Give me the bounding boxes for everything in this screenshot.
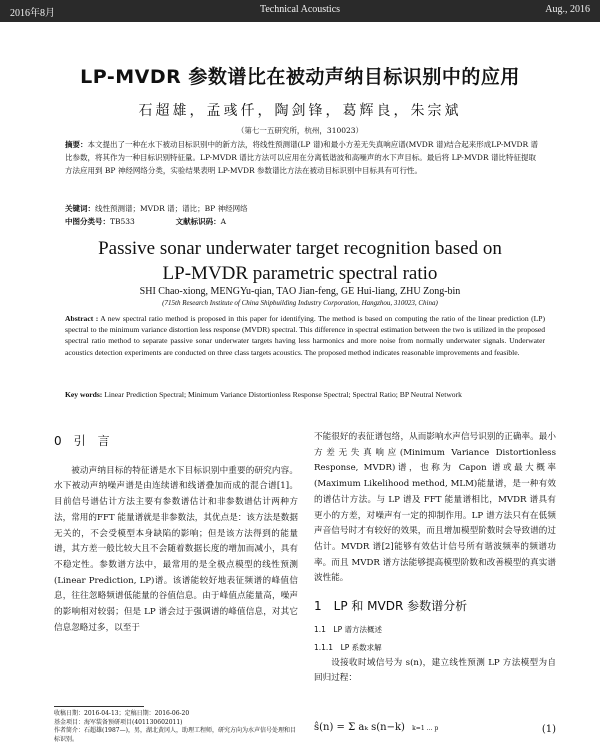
section-0-heading: 0 引 言 bbox=[54, 434, 110, 448]
authors-english: SHI Chao-xiong, MENGYu-qian, TAO Jian-feng, GE Hui-liang, ZHU Zong-bin bbox=[139, 286, 461, 297]
abstract-chinese bbox=[65, 138, 541, 177]
left-column bbox=[54, 428, 298, 636]
subsection-1-1: 1.1 LP 谱方法概述 bbox=[314, 624, 383, 634]
affiliation-chinese: （第七一五研究所，杭州，310023） bbox=[236, 126, 364, 135]
equation-number: (1) bbox=[541, 724, 556, 735]
header-date: 2016年8月 bbox=[10, 8, 55, 19]
header-journal: Technical Acoustics bbox=[259, 4, 341, 15]
title-english-line1: Passive sonar underwater target recognition based on bbox=[98, 238, 502, 259]
footnote-rule bbox=[54, 706, 144, 707]
keywords-label-cn: 关键词： bbox=[65, 204, 95, 213]
section-1-heading: 1 LP 和 MVDR 参数谱分析 bbox=[314, 599, 468, 614]
equation-1 bbox=[314, 722, 556, 733]
doc-code-label: 文献标识码： bbox=[175, 217, 221, 226]
abstract-text-cn: 本文提出了一种在水下被动目标识别中的新方法，将线性预测谱(LP 谱)和最小方差无失真响应谱(MVDR 谱)结合起来形成LP-MVDR 谱比参数，将其作为一种目标识别特征量。LP-MVDR 谱比方法可以应用在分离低谐波和高噪声的水下声目标。最后将 LP-MVDR 谱比特征提取方法应用到 BP 神经网络分类，实验结果表明 LP-MVDR 参数谱比方法在被动目标识别中目标具有可行性。 bbox=[65, 140, 539, 175]
clc-value: TB533 bbox=[110, 217, 135, 226]
classification-codes bbox=[65, 216, 226, 227]
affiliation-english: (715th Research Institute of China Shipbuilding Industry Corporation, Hangzhou, 310023, China) bbox=[162, 299, 438, 307]
keywords-label-en: Key words: bbox=[65, 390, 103, 399]
right-column bbox=[314, 430, 556, 687]
header-date-en: Aug., 2016 bbox=[545, 4, 590, 15]
footnote: 收稿日期：2016-04-13；定稿日期：2016-06-20 基金项目：海军装备预研项目(401130602011) 作者简介：石超雄(1987—)，男，湖北黄冈人，助理工程师，研究方向为水声信号处理和目标识别。 bbox=[54, 710, 296, 743]
title-chinese: LP-MVDR 参数谱比在被动声纳目标识别中的应用 bbox=[80, 66, 520, 88]
authors-chinese: 石超雄，孟彧仟，陶剑锋，葛辉良，朱宗斌 bbox=[138, 103, 462, 119]
right-body-text: 不能很好的表征谱包络，从而影响水声信号识别的正确率。最小方差无失真响应(Minimum Variance Distortionless Response, MVDR)谱，也称为 Capon 谱或最大概率(Maximum Likelihood method, MLM)能量谱，是一种有效的谱估计方法。与 LP 谱及 FFT 能量谱相比，MVDR 谱具有更小的方差，对噪声有一定的抑制作用。LP 谱方法只有在低频声音信号时才有较好的效果，而且增加模型阶数时会导致谱的过估计。MVDR 谱[2]能够有效估计信号所有谐波频率的频谱功率。而且 MVDR 谱方法能够提高模型阶数和改善模型的真实谱波性能。 bbox=[314, 432, 556, 584]
subsection-1-1-1: 1.1.1 LP 系数求解 bbox=[314, 642, 382, 652]
keywords-english bbox=[65, 389, 545, 400]
abstract-label-en: Abstract : bbox=[65, 314, 99, 323]
keywords-text-en: Linear Prediction Spectral; Minimum Variance Distortionless Response Spectral; Spectral Ratio; BP Neutral Network bbox=[104, 390, 462, 399]
running-header bbox=[0, 0, 600, 22]
equation-limits: k=1 … p bbox=[412, 725, 439, 732]
left-body-text: 被动声纳目标的特征谱是水下目标识别中重要的研究内容。水下被动声纳噪声谱是由连续谱和线谱叠加而成的混合谱[1]。目前信号谱估计方法主要有参数谱估计和非参数谱估计两种方法，常用的FFT 能量谱就是非参数法，其优点是：该方法是数据无关的，不会受模型本身缺陷的影响；但是该方法得到的能量谱，其方差一般比较大且不会随着数据长度的增加而减小，具有不稳定性。参数谱方法中，最常用的是全极点模型的线性预测(Linear Prediction, LP)谱。该谱能较好地表征频谱的峰值信息，往往忽略频谱低能量的谷值信息。由于峰值点能量高，噪声的影响相对较弱；但是 LP 谱会过于强调谱的峰值信息，对其它信息忽略过多，以至于 bbox=[54, 465, 298, 633]
clc-label: 中图分类号： bbox=[65, 217, 110, 226]
abstract-english bbox=[65, 313, 545, 358]
abstract-label-cn: 摘要： bbox=[65, 140, 88, 149]
doc-code-value: A bbox=[220, 217, 227, 226]
abstract-text-en: A new spectral ratio method is proposed in this paper for identifying. The method is based on computing the ratio of the linear prediction (LP) spectral to the minimum variance distortion less response (MVDR) spectral. This difference in spectral estimation between the two is utilized in the proposed spectral ratio method to separate passive sonar underwater targets having less harmonics and more noise from normally underwater signals. Underwater acoustics detection experiments are conducted on three class targets acoustics. The proposed method indicates reasonable improvements and feasible. bbox=[65, 314, 545, 357]
keywords-chinese bbox=[65, 203, 248, 214]
keywords-text-cn: 线性预测谱；MVDR 谱；谱比；BP 神经网络 bbox=[95, 204, 248, 213]
title-english-line2: LP-MVDR parametric spectral ratio bbox=[162, 263, 438, 284]
equation-lhs: ŝ(n) = Σ aₖ s(n−k) bbox=[314, 722, 405, 733]
title-english bbox=[0, 236, 600, 286]
right-body-text-2: 设接收时域信号为 s(n)，建立线性预测 LP 方法模型为自回归过程： bbox=[314, 657, 556, 684]
